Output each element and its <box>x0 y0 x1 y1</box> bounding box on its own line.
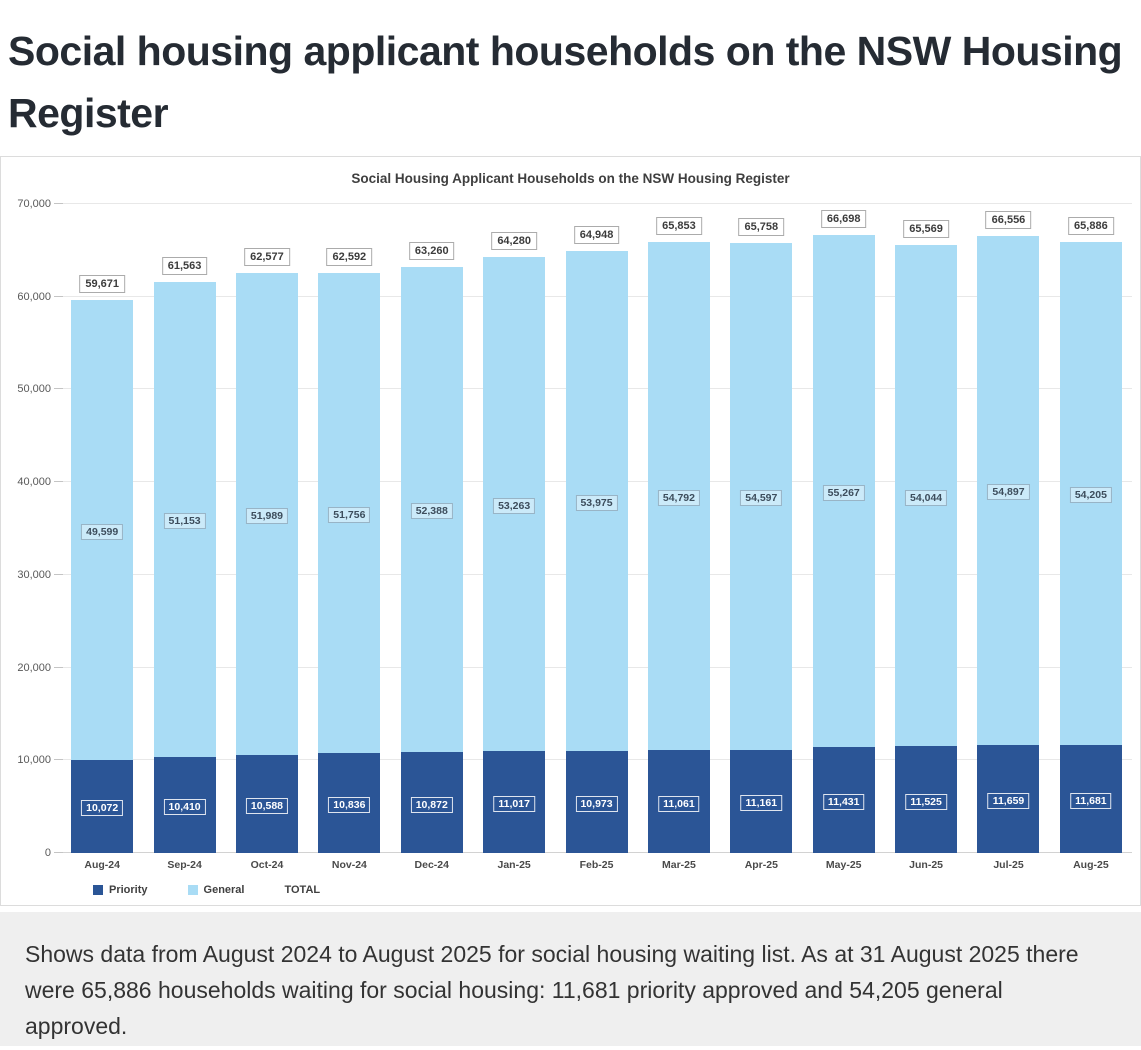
y-tick-label-30000: 30,000 <box>17 568 51 581</box>
x-label-Nov-24: Nov-24 <box>331 859 367 871</box>
bar-stack-Sep-24 <box>154 282 216 853</box>
bar-stack-Apr-25 <box>730 243 792 853</box>
bar-stack-Jun-25 <box>895 245 957 853</box>
x-label-Oct-24: Oct-24 <box>250 859 284 871</box>
bars-row <box>61 204 1132 853</box>
bar-stack-Jan-25 <box>483 257 545 853</box>
legend-item-priority[interactable] <box>93 884 148 896</box>
x-label-Jan-25: Jan-25 <box>497 859 531 871</box>
total-label-Jul-25: 66,556 <box>986 211 1032 229</box>
chart-panel <box>0 156 1141 906</box>
priority-label-Aug-24: 10,072 <box>81 800 123 816</box>
bar-slot-Oct-24 <box>226 204 308 853</box>
total-label-Sep-24: 61,563 <box>162 257 208 275</box>
x-axis-labels <box>61 859 1132 871</box>
y-tick-label-20000: 20,000 <box>17 661 51 674</box>
bar-stack-Aug-24 <box>71 300 133 853</box>
x-label-Mar-25: Mar-25 <box>662 859 696 871</box>
bar-stack-Jul-25 <box>977 236 1039 853</box>
bar-stack-Mar-25 <box>648 242 710 853</box>
priority-label-Jan-25: 11,017 <box>493 796 535 812</box>
x-label-Jun-25: Jun-25 <box>909 859 944 871</box>
x-label-Aug-24: Aug-24 <box>84 859 120 871</box>
priority-swatch-icon <box>93 885 103 895</box>
general-label-May-25: 55,267 <box>823 485 865 501</box>
total-label-Oct-24: 62,577 <box>244 248 290 266</box>
y-tick-label-60000: 60,000 <box>17 290 51 303</box>
legend-label-total: TOTAL <box>284 884 321 896</box>
total-label-Jan-25: 64,280 <box>491 232 537 250</box>
y-tick-label-10000: 10,000 <box>17 754 51 767</box>
bar-slot-Feb-25 <box>555 204 637 853</box>
total-label-Aug-24: 59,671 <box>79 275 125 293</box>
bar-stack-Dec-24 <box>401 267 463 854</box>
general-label-Jun-25: 54,044 <box>905 490 947 506</box>
priority-label-Jun-25: 11,525 <box>905 794 947 810</box>
bar-stack-Feb-25 <box>566 251 628 853</box>
priority-label-Feb-25: 10,973 <box>575 796 617 812</box>
total-label-Mar-25: 65,853 <box>656 217 702 235</box>
priority-label-Apr-25: 11,161 <box>741 795 783 811</box>
y-axis <box>1 198 61 859</box>
chart-description-text: Shows data from August 2024 to August 2025 for social housing waiting list. As at 31 August 2025 there were 65,886 households waiting for social housing: 11,681 priority approved and 54,205 general approved. <box>25 941 1079 1039</box>
x-label-Feb-25: Feb-25 <box>579 859 614 871</box>
x-label-Jul-25: Jul-25 <box>993 859 1024 871</box>
bar-slot-Sep-24 <box>143 204 225 853</box>
priority-label-Dec-24: 10,872 <box>411 797 453 813</box>
priority-label-Aug-25: 11,681 <box>1070 793 1112 809</box>
legend-item-general[interactable] <box>188 884 245 896</box>
priority-label-Mar-25: 11,061 <box>658 796 700 812</box>
y-tick-label-0: 0 <box>44 847 51 859</box>
general-swatch-icon <box>188 885 198 895</box>
general-label-Dec-24: 52,388 <box>411 503 453 519</box>
bar-slot-Aug-25 <box>1050 204 1132 853</box>
legend-label-general: General <box>203 884 245 896</box>
chart-description-block <box>0 912 1141 1046</box>
legend-item-total[interactable] <box>284 884 320 896</box>
y-tick-label-70000: 70,000 <box>17 198 51 210</box>
priority-label-May-25: 11,431 <box>823 794 865 810</box>
total-label-Jun-25: 65,569 <box>903 220 949 238</box>
x-label-May-25: May-25 <box>825 859 862 871</box>
bar-slot-Nov-24 <box>308 204 390 853</box>
bar-slot-Jul-25 <box>967 204 1049 853</box>
page-title: Social housing applicant households on the NSW Housing Register <box>8 28 1123 136</box>
bar-stack-Aug-25 <box>1060 242 1122 853</box>
y-tick-label-50000: 50,000 <box>17 383 51 396</box>
x-label-Dec-24: Dec-24 <box>414 859 449 871</box>
priority-label-Sep-24: 10,410 <box>164 799 206 815</box>
x-label-Apr-25: Apr-25 <box>744 859 778 871</box>
priority-label-Oct-24: 10,588 <box>246 798 288 814</box>
priority-label-Nov-24: 10,836 <box>328 797 370 813</box>
legend-label-priority: Priority <box>109 884 148 896</box>
bar-slot-Jan-25 <box>473 204 555 853</box>
x-label-Aug-25: Aug-25 <box>1073 859 1109 871</box>
plot-area <box>61 204 1132 853</box>
legend <box>93 884 320 896</box>
total-label-May-25: 66,698 <box>821 210 867 228</box>
bar-stack-Nov-24 <box>318 273 380 853</box>
x-label-Sep-24: Sep-24 <box>167 859 202 871</box>
general-label-Nov-24: 51,756 <box>328 507 370 523</box>
total-label-Aug-25: 65,886 <box>1068 217 1114 235</box>
bar-slot-Aug-24 <box>61 204 143 853</box>
total-label-Nov-24: 62,592 <box>327 248 373 266</box>
bar-stack-May-25 <box>813 235 875 853</box>
total-label-Dec-24: 63,260 <box>409 242 455 260</box>
bar-slot-May-25 <box>803 204 885 853</box>
general-label-Jan-25: 53,263 <box>493 498 535 514</box>
general-label-Sep-24: 51,153 <box>164 513 206 529</box>
total-label-Apr-25: 65,758 <box>738 218 784 236</box>
general-label-Aug-24: 49,599 <box>81 524 123 540</box>
general-label-Mar-25: 54,792 <box>658 490 700 506</box>
bar-slot-Apr-25 <box>720 204 802 853</box>
bar-slot-Mar-25 <box>638 204 720 853</box>
y-tick-label-40000: 40,000 <box>17 476 51 489</box>
bar-slot-Dec-24 <box>391 204 473 853</box>
priority-label-Jul-25: 11,659 <box>988 793 1030 809</box>
general-label-Oct-24: 51,989 <box>246 508 288 524</box>
general-label-Feb-25: 53,975 <box>575 495 617 511</box>
total-label-Feb-25: 64,948 <box>574 226 620 244</box>
general-label-Aug-25: 54,205 <box>1070 487 1112 503</box>
chart-title: Social Housing Applicant Households on the NSW Housing Register <box>351 171 790 186</box>
bar-stack-Oct-24 <box>236 273 298 853</box>
general-label-Apr-25: 54,597 <box>740 490 782 506</box>
general-label-Jul-25: 54,897 <box>987 484 1029 500</box>
bar-slot-Jun-25 <box>885 204 967 853</box>
